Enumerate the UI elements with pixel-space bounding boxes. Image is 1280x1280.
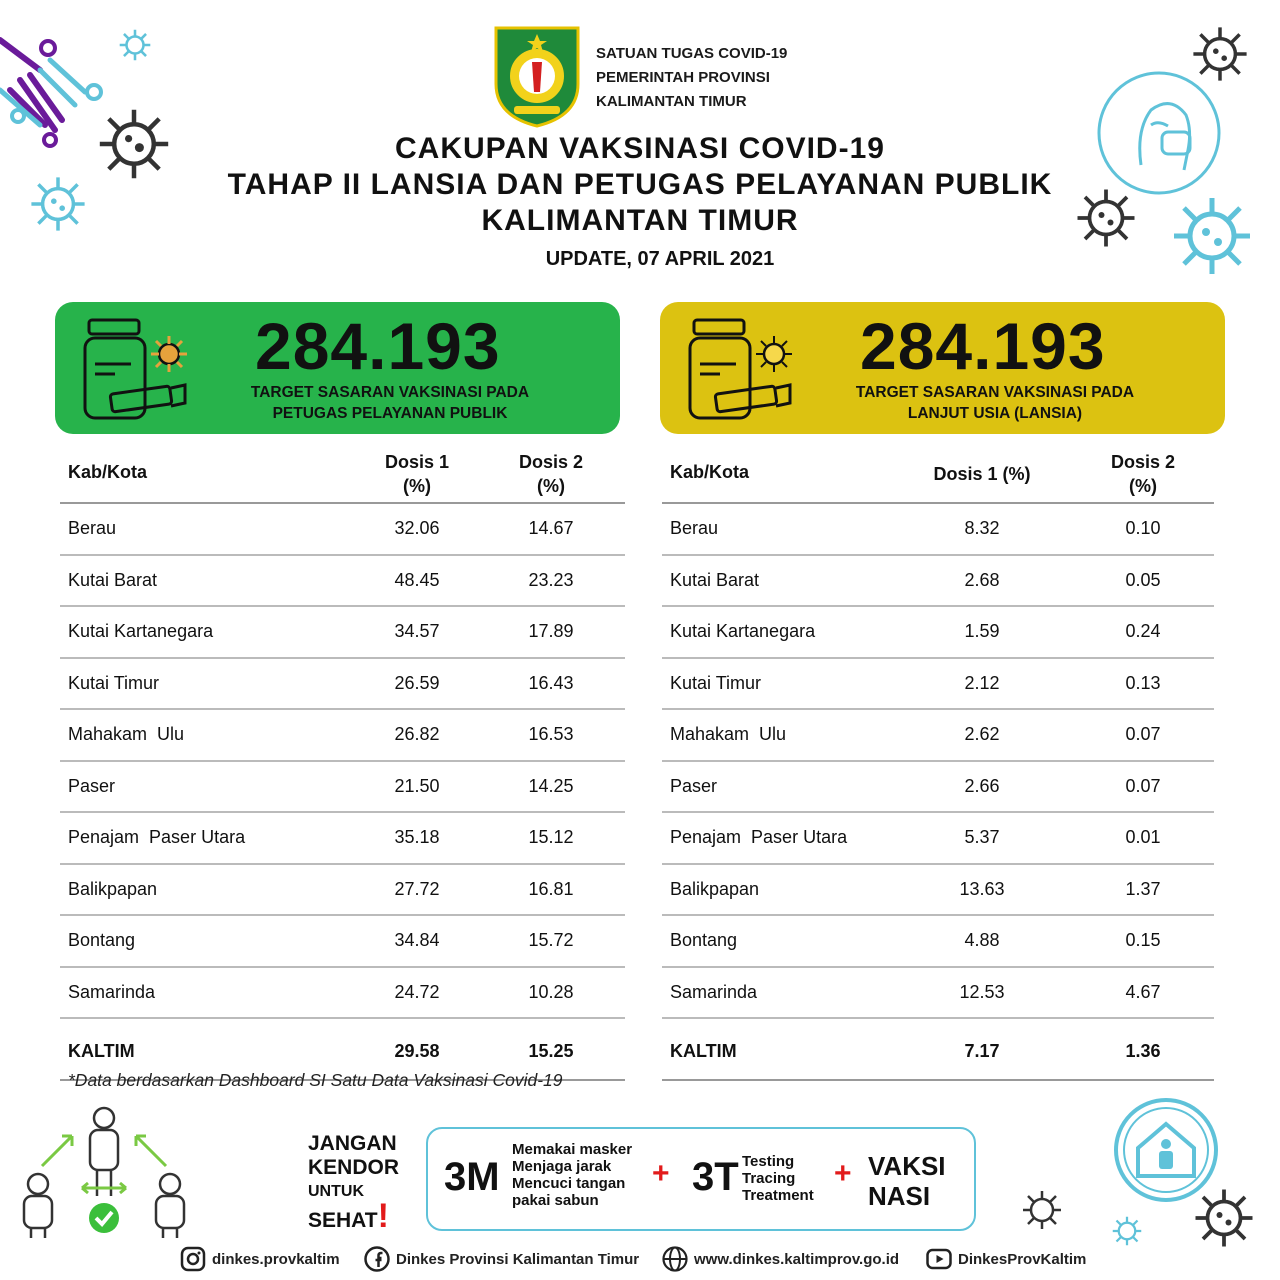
table-row [662,813,1214,865]
dose1-cell: 2.12 [964,672,1000,693]
target-banner-public-service [55,302,620,434]
page-subtitle: TAHAP II LANSIA DAN PETUGAS PELAYANAN PUBLIK [227,168,1053,201]
org-line: PEMERINTAH PROVINSI [596,69,770,86]
facebook-icon [364,1246,390,1272]
slogan-line: UNTUK [308,1183,364,1200]
virus-icon [1112,1216,1142,1246]
dose2-cell: 0.07 [1125,775,1161,796]
dose2-cell: 23.23 [528,569,574,590]
website-link[interactable] [662,1244,899,1274]
update-date: UPDATE, 07 APRIL 2021 [545,248,775,270]
dose2-cell: 0.15 [1125,930,1161,950]
region-cell: KALTIM [670,1041,737,1061]
3t-list [742,1153,814,1204]
public-service-table [60,446,625,1081]
plus-sign: + [834,1157,852,1190]
table-row [662,659,1214,711]
virus-icon [30,176,86,232]
org-line: KALIMANTAN TIMUR [596,93,747,110]
virus-icon [1022,1190,1062,1230]
dose2-cell: 0.10 [1125,518,1161,538]
dose2-cell: 16.53 [528,724,574,744]
region-cell: Bontang [68,930,136,950]
table-header [60,446,625,504]
dose1-cell: 2.68 [964,569,1000,590]
dose2-cell: 15.12 [528,827,574,847]
region-cell: Kutai Barat [68,569,158,590]
3m-item: Menjaga jarak [512,1158,612,1175]
3m-list [512,1141,632,1209]
dose1-cell: 12.53 [959,981,1005,1002]
caption-line: TARGET SASARAN VAKSINASI PADA [250,384,530,401]
column-header-dose2 [1073,450,1213,498]
dose2-cell: 0.05 [1125,569,1161,590]
header-line: Dosis 2 [518,452,584,472]
table-row [662,504,1214,556]
health-protocol-box [426,1127,976,1231]
table-row [60,916,625,968]
region-cell: Paser [670,775,718,796]
3m-item: Memakai masker [512,1141,633,1158]
slogan-line [308,1197,399,1235]
dose2-cell: 0.13 [1125,672,1161,693]
dose1-cell: 2.66 [964,775,1000,796]
table-row [60,659,625,711]
header-line: Dosis 2 [1110,452,1176,472]
dose2-cell: 16.43 [528,672,574,693]
dose2-cell: 4.67 [1125,981,1161,1002]
target-caption [225,382,555,424]
dose2-cell: 15.25 [528,1041,574,1061]
social-distance-icon [14,1104,194,1240]
elderly-table [662,446,1214,1081]
dose1-cell: 7.17 [964,1041,1000,1061]
slogan-word: SEHAT [308,1209,378,1232]
table-row [60,504,625,556]
dose1-cell: 8.32 [964,518,1000,538]
data-source-note: *Data berdasarkan Dashboard SI Satu Data Vaksinasi Covid-19 [68,1070,563,1090]
caption-line: PETUGAS PELAYANAN PUBLIK [272,405,508,422]
dose2-cell: 14.67 [528,518,574,538]
region-cell: Kutai Kartanegara [670,621,816,641]
slogan-block [308,1132,399,1233]
column-header-dose2 [481,450,621,498]
column-header-region: Kab/Kota [68,462,148,482]
dose1-cell: 5.37 [964,827,1000,847]
org-line: SATUAN TUGAS COVID-19 [596,45,788,62]
table-total-row [662,1019,1214,1081]
dose1-cell: 1.59 [964,621,1000,641]
slogan-line: KENDOR [308,1156,400,1179]
region-cell: Samarinda [68,981,156,1002]
region-cell: Samarinda [670,981,758,1002]
header-line: (%) [403,476,431,496]
table-row [60,556,625,608]
column-header-region: Kab/Kota [670,462,750,482]
dose1-cell: 48.45 [394,569,440,590]
virus-icon [1172,196,1252,276]
province-emblem-logo [492,24,582,128]
youtube-channel: DinkesProvKaltim [958,1250,1087,1268]
dose1-cell: 29.58 [394,1041,440,1061]
facebook-link[interactable] [364,1244,639,1274]
region-cell: Kutai Timur [68,672,160,693]
instagram-icon [180,1246,206,1272]
table-row [662,916,1214,968]
vaccine-bottle-icon [83,316,198,424]
dose2-cell: 15.72 [528,930,574,950]
dose1-cell: 2.62 [964,724,1000,744]
3t-item: Testing [742,1153,795,1170]
dose2-cell: 0.24 [1125,621,1161,641]
dose1-cell: 34.57 [394,621,440,641]
table-row [662,556,1214,608]
target-caption [830,382,1160,424]
region-cell: Kutai Barat [670,569,760,590]
region-cell: Penajam Paser Utara [670,827,848,847]
dose1-cell: 32.06 [394,518,440,538]
3t-label: 3T [692,1155,739,1199]
dose1-cell: 4.88 [964,930,1000,950]
table-row [60,968,625,1020]
region-cell: Balikpapan [68,878,158,899]
region-cell: Berau [68,518,117,538]
facebook-page: Dinkes Provinsi Kalimantan Timur [396,1250,640,1268]
header-line: (%) [1129,476,1157,496]
3m-label: 3M [444,1155,500,1199]
3m-item: Mencuci tangan [512,1175,626,1192]
region-cell: Mahakam Ulu [670,724,787,744]
column-header-dose1 [347,450,487,498]
header-line: Dosis 1 [384,452,450,472]
table-row [60,865,625,917]
region-cell: Kutai Kartanegara [68,621,214,641]
organization-block [596,42,787,114]
table-header [662,446,1214,504]
table-row [662,710,1214,762]
target-banner-elderly [660,302,1225,434]
vaccination-line: VAKSI [868,1151,946,1181]
region-cell: Mahakam Ulu [68,724,185,744]
dose2-cell: 16.81 [528,878,574,899]
exclamation-mark: ! [377,1197,389,1235]
table-row [60,813,625,865]
region-cell: Kutai Timur [670,672,762,693]
region-cell: Bontang [670,930,738,950]
dose2-cell: 17.89 [528,621,574,641]
page-title: CAKUPAN VAKSINASI COVID-19 [395,132,885,165]
target-number: 284.193 [860,309,1106,383]
table-row [662,607,1214,659]
dose2-cell: 1.37 [1125,878,1161,899]
dose2-cell: 14.25 [528,775,574,796]
dose1-cell: 35.18 [394,827,440,847]
table-row [60,607,625,659]
caption-line: LANJUT USIA (LANSIA) [907,405,1083,422]
region-cell: Berau [670,518,719,538]
dose1-cell: 26.59 [394,672,440,693]
virus-icon [1194,1188,1254,1248]
website-url: www.dinkes.kaltimprov.go.id [694,1250,900,1268]
header-line: (%) [537,476,565,496]
table-row [662,968,1214,1020]
table-row [662,762,1214,814]
3m-item: pakai sabun [512,1192,599,1209]
target-number: 284.193 [255,309,501,383]
vaccine-bottle-icon [688,316,803,424]
virus-icon [118,28,152,62]
dose2-cell: 0.07 [1125,724,1161,744]
header-line: Dosis 1 (%) [933,464,1031,484]
page-region-title: KALIMANTAN TIMUR [481,204,799,237]
instagram-handle: dinkes.provkaltim [212,1250,340,1268]
dose1-cell: 13.63 [959,878,1005,899]
dose2-cell: 10.28 [528,981,574,1002]
globe-icon [662,1246,688,1272]
dose1-cell: 21.50 [394,775,440,796]
3t-item: Treatment [742,1187,814,1204]
region-cell: Balikpapan [670,878,760,899]
youtube-icon [926,1246,952,1272]
vaccination-label [868,1151,946,1211]
caption-line: TARGET SASARAN VAKSINASI PADA [855,384,1135,401]
table-row [662,865,1214,917]
vaccination-line: NASI [868,1181,931,1211]
dose1-cell: 24.72 [394,981,440,1002]
region-cell: Penajam Paser Utara [68,827,246,847]
region-cell: Paser [68,775,116,796]
dose1-cell: 34.84 [394,930,440,950]
dose1-cell: 27.72 [394,878,440,899]
hands-icon [0,30,110,150]
region-cell: KALTIM [68,1041,135,1061]
slogan-line: JANGAN [308,1132,397,1155]
dose1-cell: 26.82 [394,724,440,744]
plus-sign: + [652,1157,670,1190]
instagram-link[interactable] [180,1244,340,1274]
column-header-dose1 [912,462,1052,486]
dose2-cell: 0.01 [1125,827,1161,847]
youtube-link[interactable] [926,1244,1086,1274]
table-row [60,710,625,762]
3t-item: Tracing [742,1170,796,1187]
dose2-cell: 1.36 [1125,1041,1161,1061]
table-row [60,762,625,814]
